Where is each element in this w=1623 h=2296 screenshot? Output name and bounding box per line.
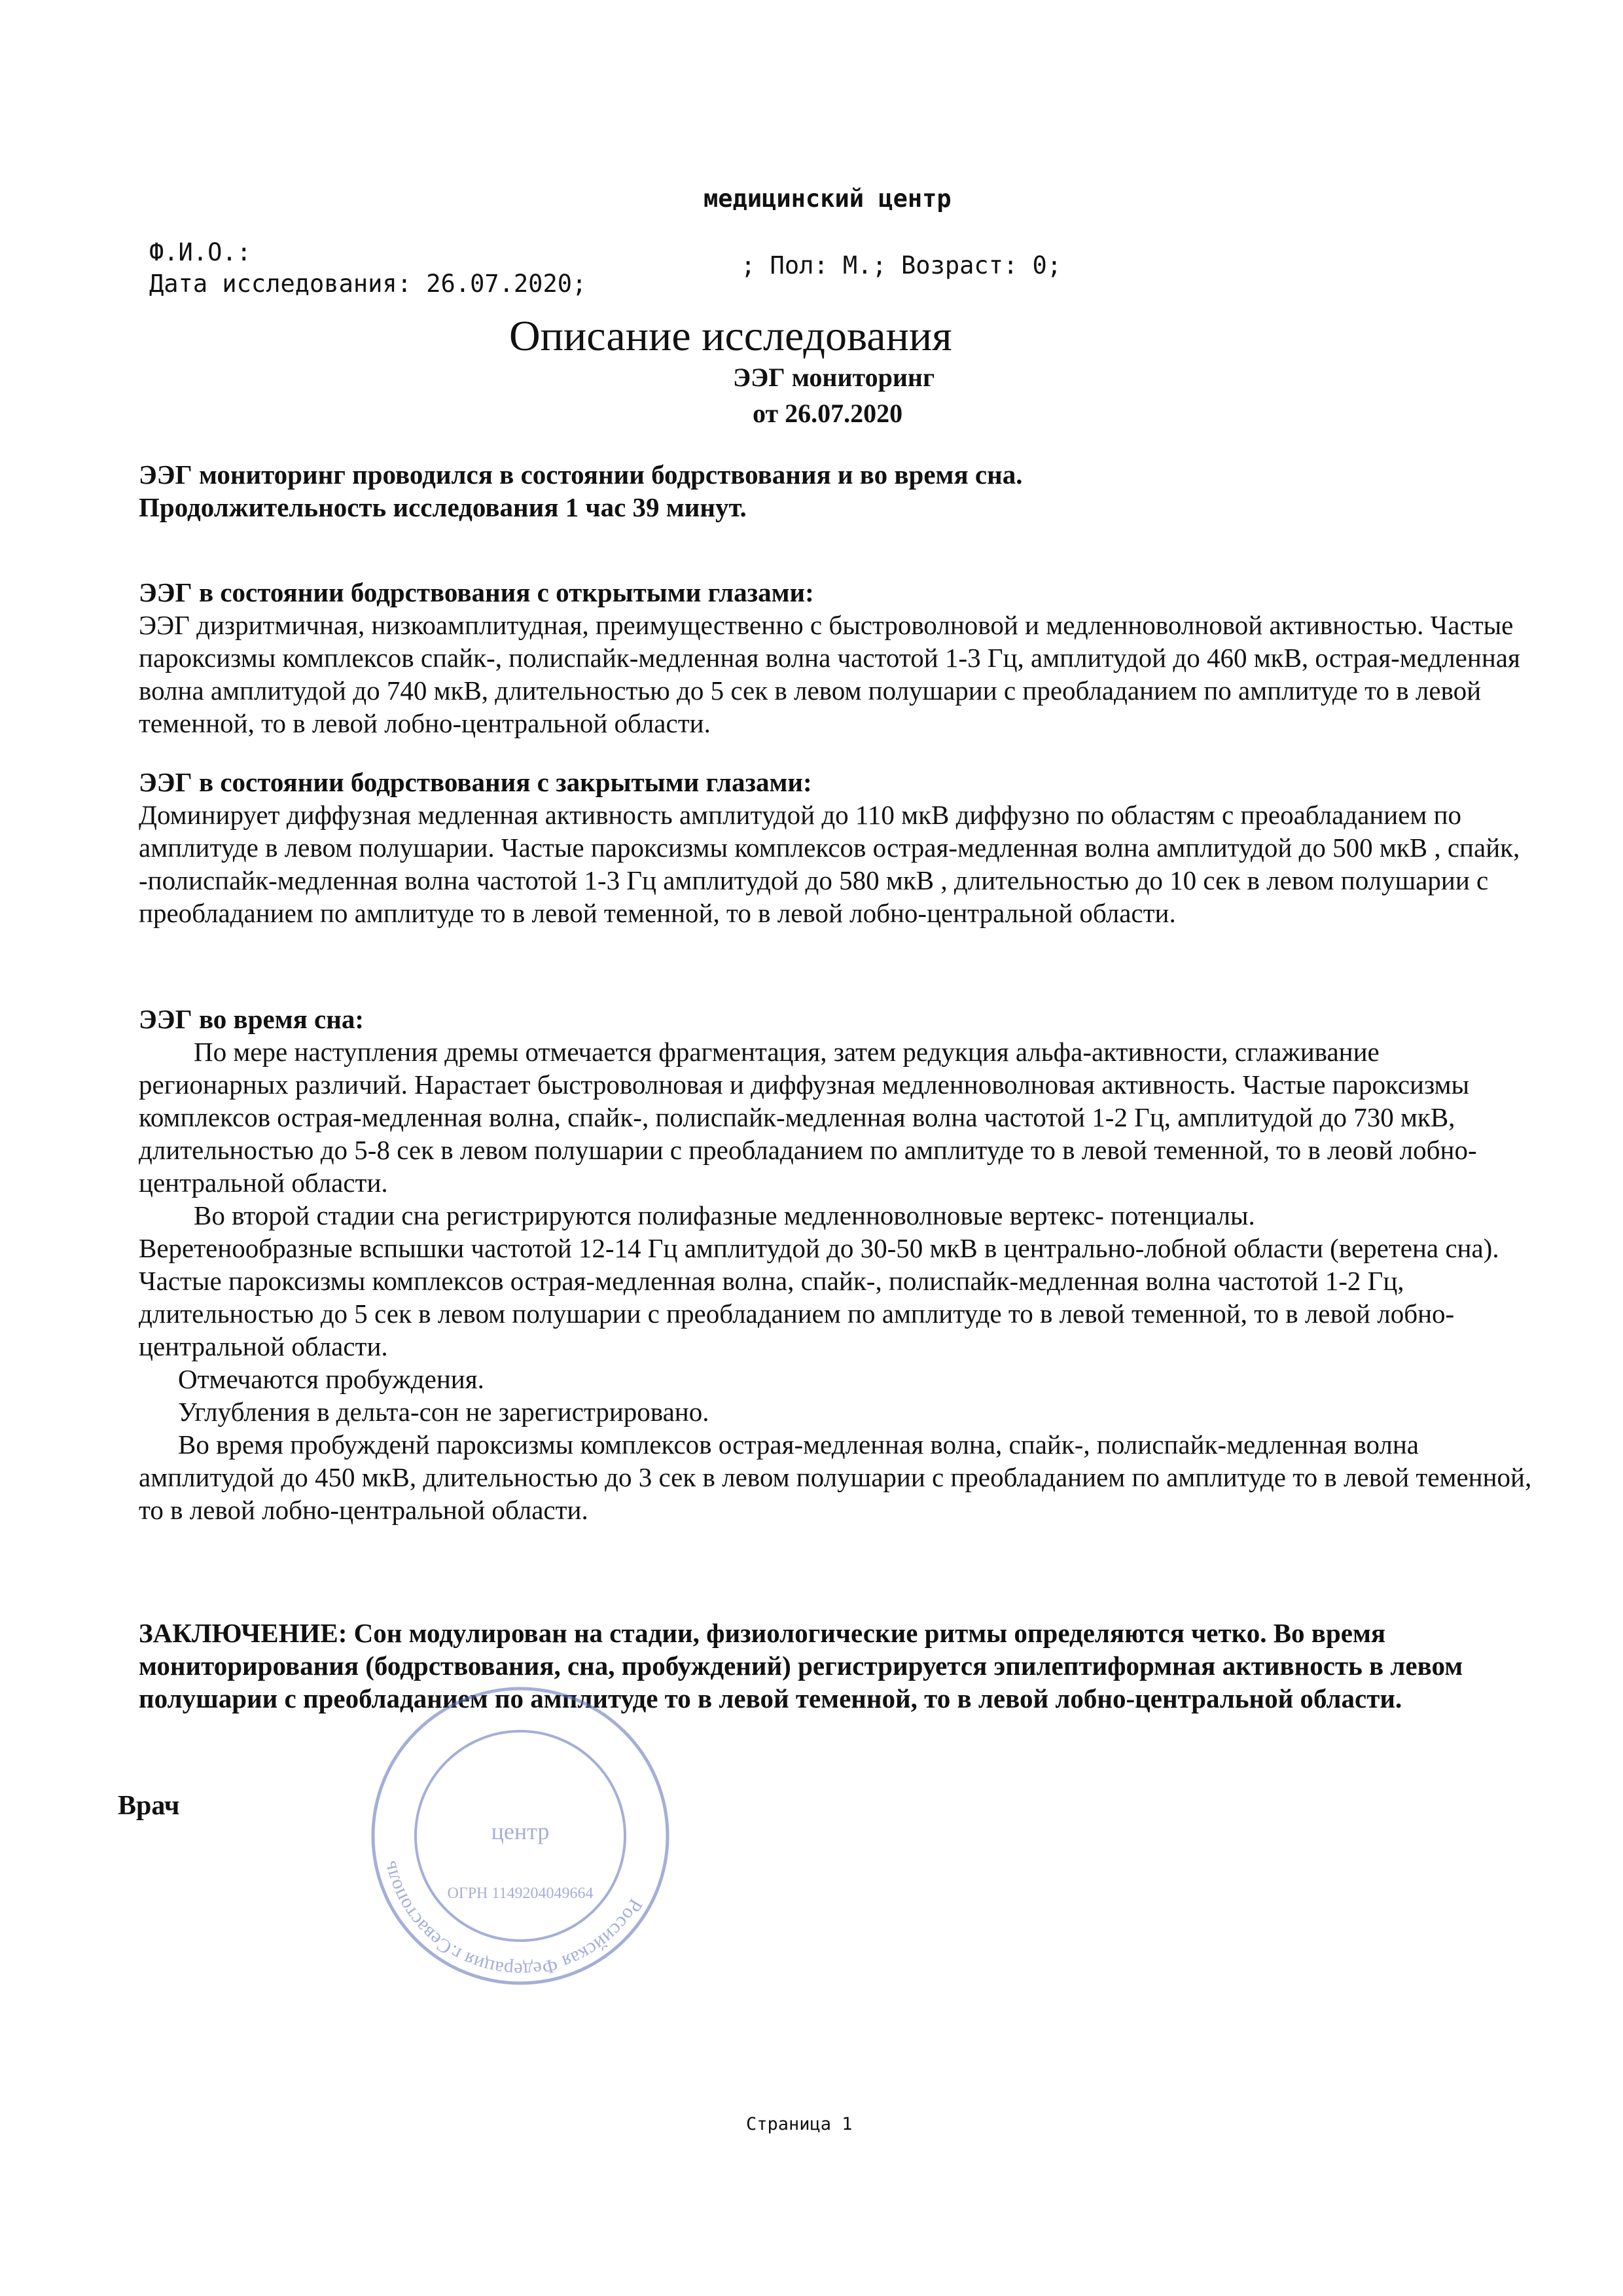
section-heading: ЭЭГ во время сна:	[139, 1004, 365, 1034]
section-heading: ЭЭГ в состоянии бодрствования с закрытыми глазами:	[139, 767, 812, 797]
conclusion	[139, 1617, 1533, 1715]
section-text: Доминирует диффузная медленная активность амплитудой до 110 мкВ диффузно по областям с преоабладанием по амплитуде в левом полушарии. Частые пароксизмы комплексов острая-медленная волна амплитудой до 500 мкВ , спайк, -полиспайк-медленная волна частотой 1-3 Гц амплитудой до 580 мкВ , длительностью до 10 сек в левом полушарии с преобладанием по амплитуде то в левой теменной, то в левой лобно-центральной области.	[139, 800, 1520, 929]
section-text: По мере наступления дремы отмечается фрагментация, затем редукция альфа-активности, сглаживание регионарных различий. Нарастает быстроволновая и диффузная медленноволновая активность. Частые пароксизмы комплексов острая-медленная волна, спайк-, полиспайк-медленная волна частотой 1-2 Гц, амплитудой до 730 мкВ, длительностью до 5-8 сек в левом полушарии с преобладанием по амплитуде то в левой теменной, то в леовй лобно-центральной области.	[139, 1037, 1477, 1198]
section-text: амплитудой до 450 мкВ, длительностью до 3 сек в левом полушарии с преобладанием по амплитуде то в левой теменной, то в левой лобно-центральной области.	[139, 1462, 1532, 1526]
section-heading: ЭЭГ в состоянии бодрствования с открытыми глазами:	[139, 577, 814, 607]
document-subtitle-date: от 26.07.2020	[753, 399, 903, 428]
intro-line: Продолжительность исследования 1 час 39 минут.	[139, 492, 747, 523]
conclusion-label: ЗАКЛЮЧЕНИЕ:	[139, 1618, 348, 1648]
section-text: Веретенообразные вспышки частотой 12-14 Гц амплитудой до 30-50 мкВ в центрально-лобной области (веретена сна). Частые пароксизмы комплексов острая-медленная волна, спайк-, полиспайк-медленная волна частотой 1-2 Гц, длительностью до 5 сек в левом полушарии с преобладанием по амплитуде то в левой теменной, то в левой лобно-центральной области.	[139, 1233, 1499, 1362]
round-seal-stamp-icon	[366, 1682, 674, 1990]
section-eyes-closed	[139, 766, 1533, 929]
section-text: ЭЭГ дизритмичная, низкоамплитудная, преимущественно с быстроволновой и медленноволновой активностью. Частые пароксизмы комплексов спайк-, полиспайк-медленная волна частотой 1-3 Гц, амплитудой до 460 мкВ, острая-медленная волна амплитудой до 740 мкВ, длительностью до 5 сек в левом полушарии с преобладанием по амплитуде то в левой теменной, то в левой лобно-центральной области.	[139, 610, 1520, 739]
patient-sex-age: ; Пол: М.; Возраст: 0;	[741, 251, 1062, 279]
intro-block	[139, 458, 1533, 524]
patient-name-label: Ф.И.О.:	[149, 238, 251, 266]
stamp-outer-text: Российская Федерация г.Севастополь	[378, 1859, 647, 1981]
exam-date: Дата исследования: 26.07.2020;	[149, 270, 587, 298]
section-text: Во время пробужденй пароксизмы комплексов острая-медленная волна, спайк-, полиспайк-медленная волна	[178, 1429, 1419, 1460]
section-text: Отмечаются пробуждения.	[178, 1364, 484, 1395]
section-text: Во второй стадии сна регистрируются полифазные медленноволновые вертекс- потенциалы.	[194, 1200, 1255, 1231]
stamp-center-text: центр	[491, 1818, 550, 1844]
document-subtitle: ЭЭГ мониторинг	[733, 363, 935, 392]
conclusion-text: Сон модулирован на стадии, физиологические ритмы определяются четко. Во время мониторирования (бодрствования, сна, пробуждений) регистрируется эпилептиформная активность в левом полушарии с преобладанием по амплитуде то в левой теменной, то в левой лобно-центральной области.	[139, 1618, 1463, 1714]
intro-line: ЭЭГ мониторинг проводился в состоянии бодрствования и во время сна.	[139, 459, 1023, 490]
center-name: медицинский центр	[704, 185, 952, 213]
section-eyes-open	[139, 576, 1533, 740]
page-number: Страница 1	[746, 2114, 853, 2134]
doctor-label: Врач	[118, 1791, 180, 1821]
stamp-inner-text: ОГРН 1149204049664	[447, 1885, 594, 1902]
section-text: Углубления в дельта-сон не зарегистрировано.	[178, 1397, 709, 1427]
section-sleep	[139, 1003, 1533, 1526]
document-title: Описание исследования	[509, 312, 952, 360]
